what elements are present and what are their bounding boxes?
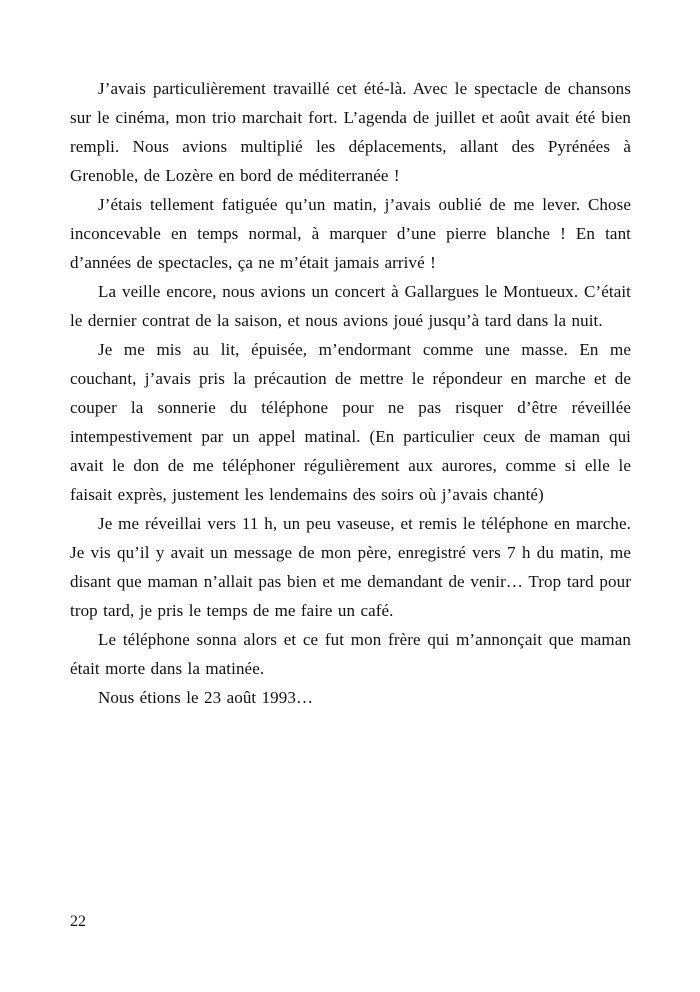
paragraph: Nous étions le 23 août 1993…: [98, 688, 314, 707]
page-text: [70, 74, 631, 712]
paragraph: Je me mis au lit, épuisée, m’endormant comme une masse. En me couchant, j’avais pris la précaution de mettre le répondeur en marche et de couper la sonnerie du téléphone pour ne pas risquer d’être réveillée intempestivement par un appel matinal. (En particulier ceux de maman qui avait le don de me téléphoner régulièrement aux aurores, comme si elle le faisait exprès, justement les lendemains des soirs où j’avais chanté): [70, 340, 631, 504]
page-number: 22: [70, 913, 86, 930]
paragraph: Je me réveillai vers 11 h, un peu vaseuse, et remis le téléphone en marche. Je vis qu’il y avait un message de mon père, enregistré vers 7 h du matin, me disant que maman n’allait pas bien et me demandant de venir… Trop tard pour trop tard, je pris le temps de me faire un café.: [70, 514, 631, 620]
paragraph: J’étais tellement fatiguée qu’un matin, j’avais oublié de me lever. Chose inconcevable en temps normal, à marquer d’une pierre blanche ! En tant d’années de spectacles, ça ne m’était jamais arrivé !: [70, 195, 631, 272]
paragraph: La veille encore, nous avions un concert à Gallargues le Montueux. C’était le dernier contrat de la saison, et nous avions joué jusqu’à tard dans la nuit.: [70, 282, 631, 330]
paragraph: J’avais particulièrement travaillé cet été-là. Avec le spectacle de chansons sur le cinéma, mon trio marchait fort. L’agenda de juillet et août avait été bien rempli. Nous avions multiplié les déplacements, allant des Pyrénées à Grenoble, de Lozère en bord de méditerranée !: [70, 79, 631, 185]
paragraph: Le téléphone sonna alors et ce fut mon frère qui m’annonçait que maman était morte dans la matinée.: [70, 630, 631, 678]
